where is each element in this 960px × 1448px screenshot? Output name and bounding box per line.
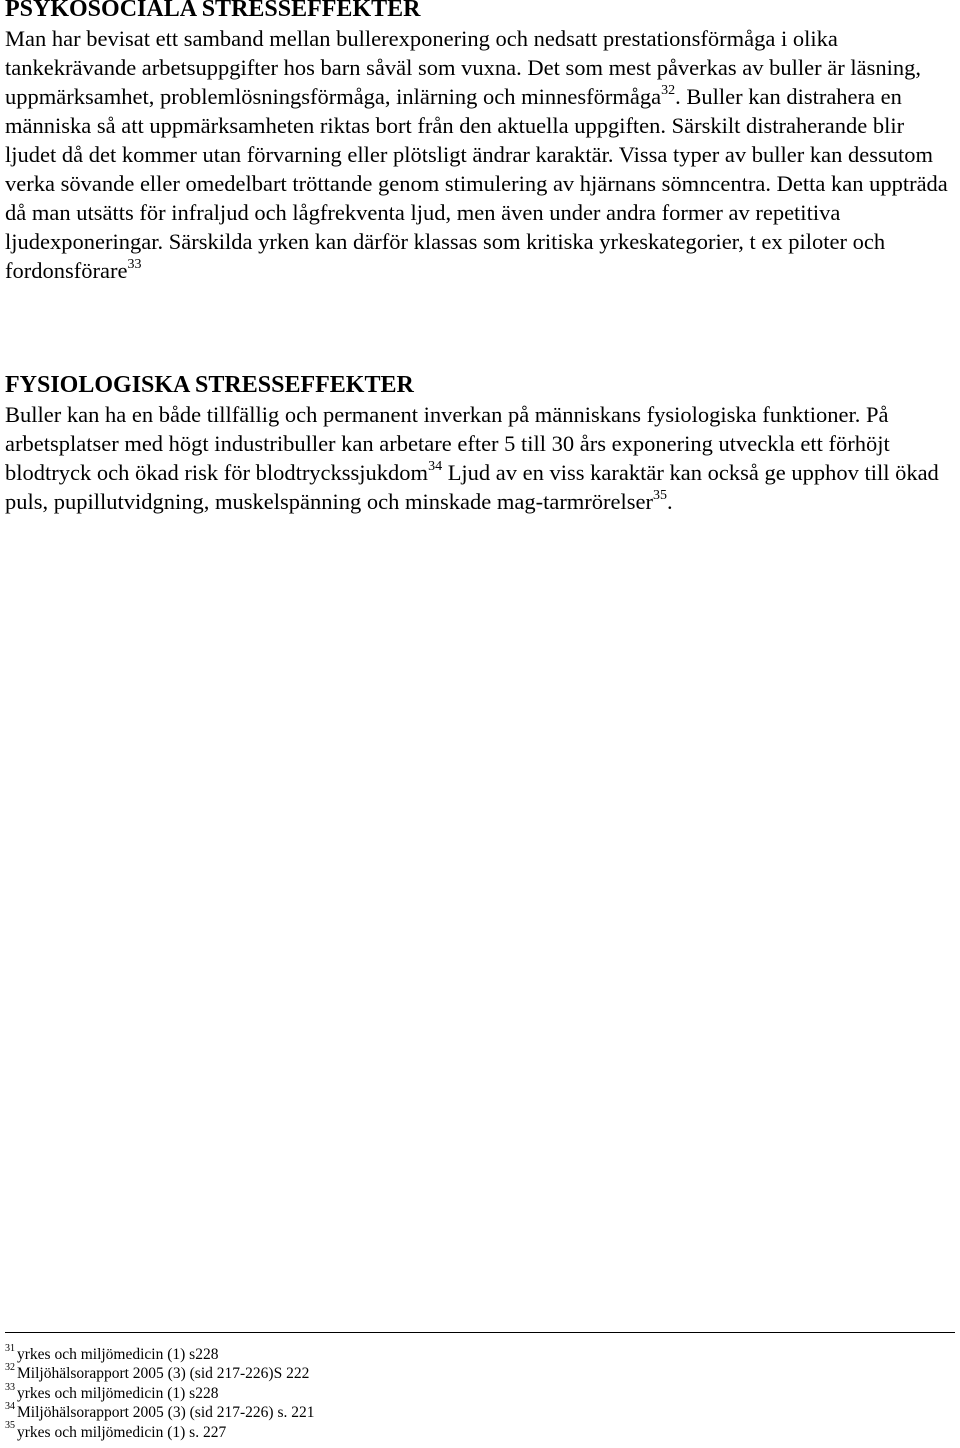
footnote-reference: 34 xyxy=(428,458,443,474)
section-paragraph xyxy=(5,400,957,516)
footnote-reference: 32 xyxy=(661,82,676,98)
footnote-text: Miljöhälsorapport 2005 (3) (sid 217-226)S 222 xyxy=(17,1365,310,1383)
paragraph-text: Buller kan ha en både tillfällig och permanent inverkan på människans fysiologiska funktioner. På arbetsplatser med högt industribuller kan arbetare efter 5 till 30 års exponering utveckla ett förhöjt blodtryck och ökad risk för blodtryckssjukdom xyxy=(5,402,890,485)
footnote xyxy=(5,1381,957,1403)
paragraph-text: . xyxy=(667,489,673,514)
footnote-number: 31 xyxy=(5,1342,15,1354)
footnote-text: yrkes och miljömedicin (1) s. 227 xyxy=(17,1423,227,1441)
section-title: PSYKOSOCIALA STRESSEFFEKTER xyxy=(5,0,421,22)
footnote-text: yrkes och miljömedicin (1) s228 xyxy=(17,1346,219,1363)
section-title: FYSIOLOGISKA STRESSEFFEKTER xyxy=(5,372,414,398)
footnote-number: 32 xyxy=(5,1362,15,1374)
footnote xyxy=(5,1342,957,1364)
paragraph-text: Man har bevisat ett samband mellan bullerexponering och nedsatt prestationsförmåga i olika tankekrävande arbetsuppgifter hos barn såväl som vuxna. Det som mest påverkas av buller är läsning, uppmärksamhet, problemlösningsförmåga, inlärning och minnesförmåga xyxy=(5,26,921,109)
footnote-text: Miljöhälsorapport 2005 (3) (sid 217-226) s. 221 xyxy=(17,1404,315,1422)
section-psychosocial-stress xyxy=(5,0,957,285)
footnote xyxy=(5,1420,957,1442)
paragraph-text: . Buller kan distrahera en människa så att uppmärksamheten riktas bort från den aktuella uppgiften. Särskilt distraherande blir ljudet då det kommer utan förvarning eller plötsligt ändrar karaktär. Vissa typer av buller kan dessutom verka sövande eller omedelbart tröttande genom stimulering av hjärnans sömncentra. Detta kan uppträda då man utsätts för infraljud och lågfrekventa ljud, men även under andra former av repetitiva ljudexponeringar. Särskilda yrken kan därför klassas som kritiska yrkeskategorier, t ex piloter och fordonsförare xyxy=(5,84,948,283)
footnote-number: 35 xyxy=(5,1420,15,1432)
footnote xyxy=(5,1364,957,1383)
footnote-reference: 35 xyxy=(653,487,668,503)
footnote xyxy=(5,1403,957,1422)
footnote-reference: 33 xyxy=(127,256,142,272)
footnote-number: 34 xyxy=(5,1401,15,1413)
footnote-text: yrkes och miljömedicin (1) s228 xyxy=(17,1384,219,1402)
paragraph-text: Ljud av en viss karaktär kan också ge upphov till ökad puls, pupillutvidgning, muskelspänning och minskade mag-tarmrörelser xyxy=(5,460,939,514)
section-paragraph xyxy=(5,24,957,285)
section-physiological-stress xyxy=(5,371,957,516)
footnote-number: 33 xyxy=(5,1381,15,1393)
footnote-separator xyxy=(5,1332,955,1333)
footnotes xyxy=(5,1332,957,1442)
